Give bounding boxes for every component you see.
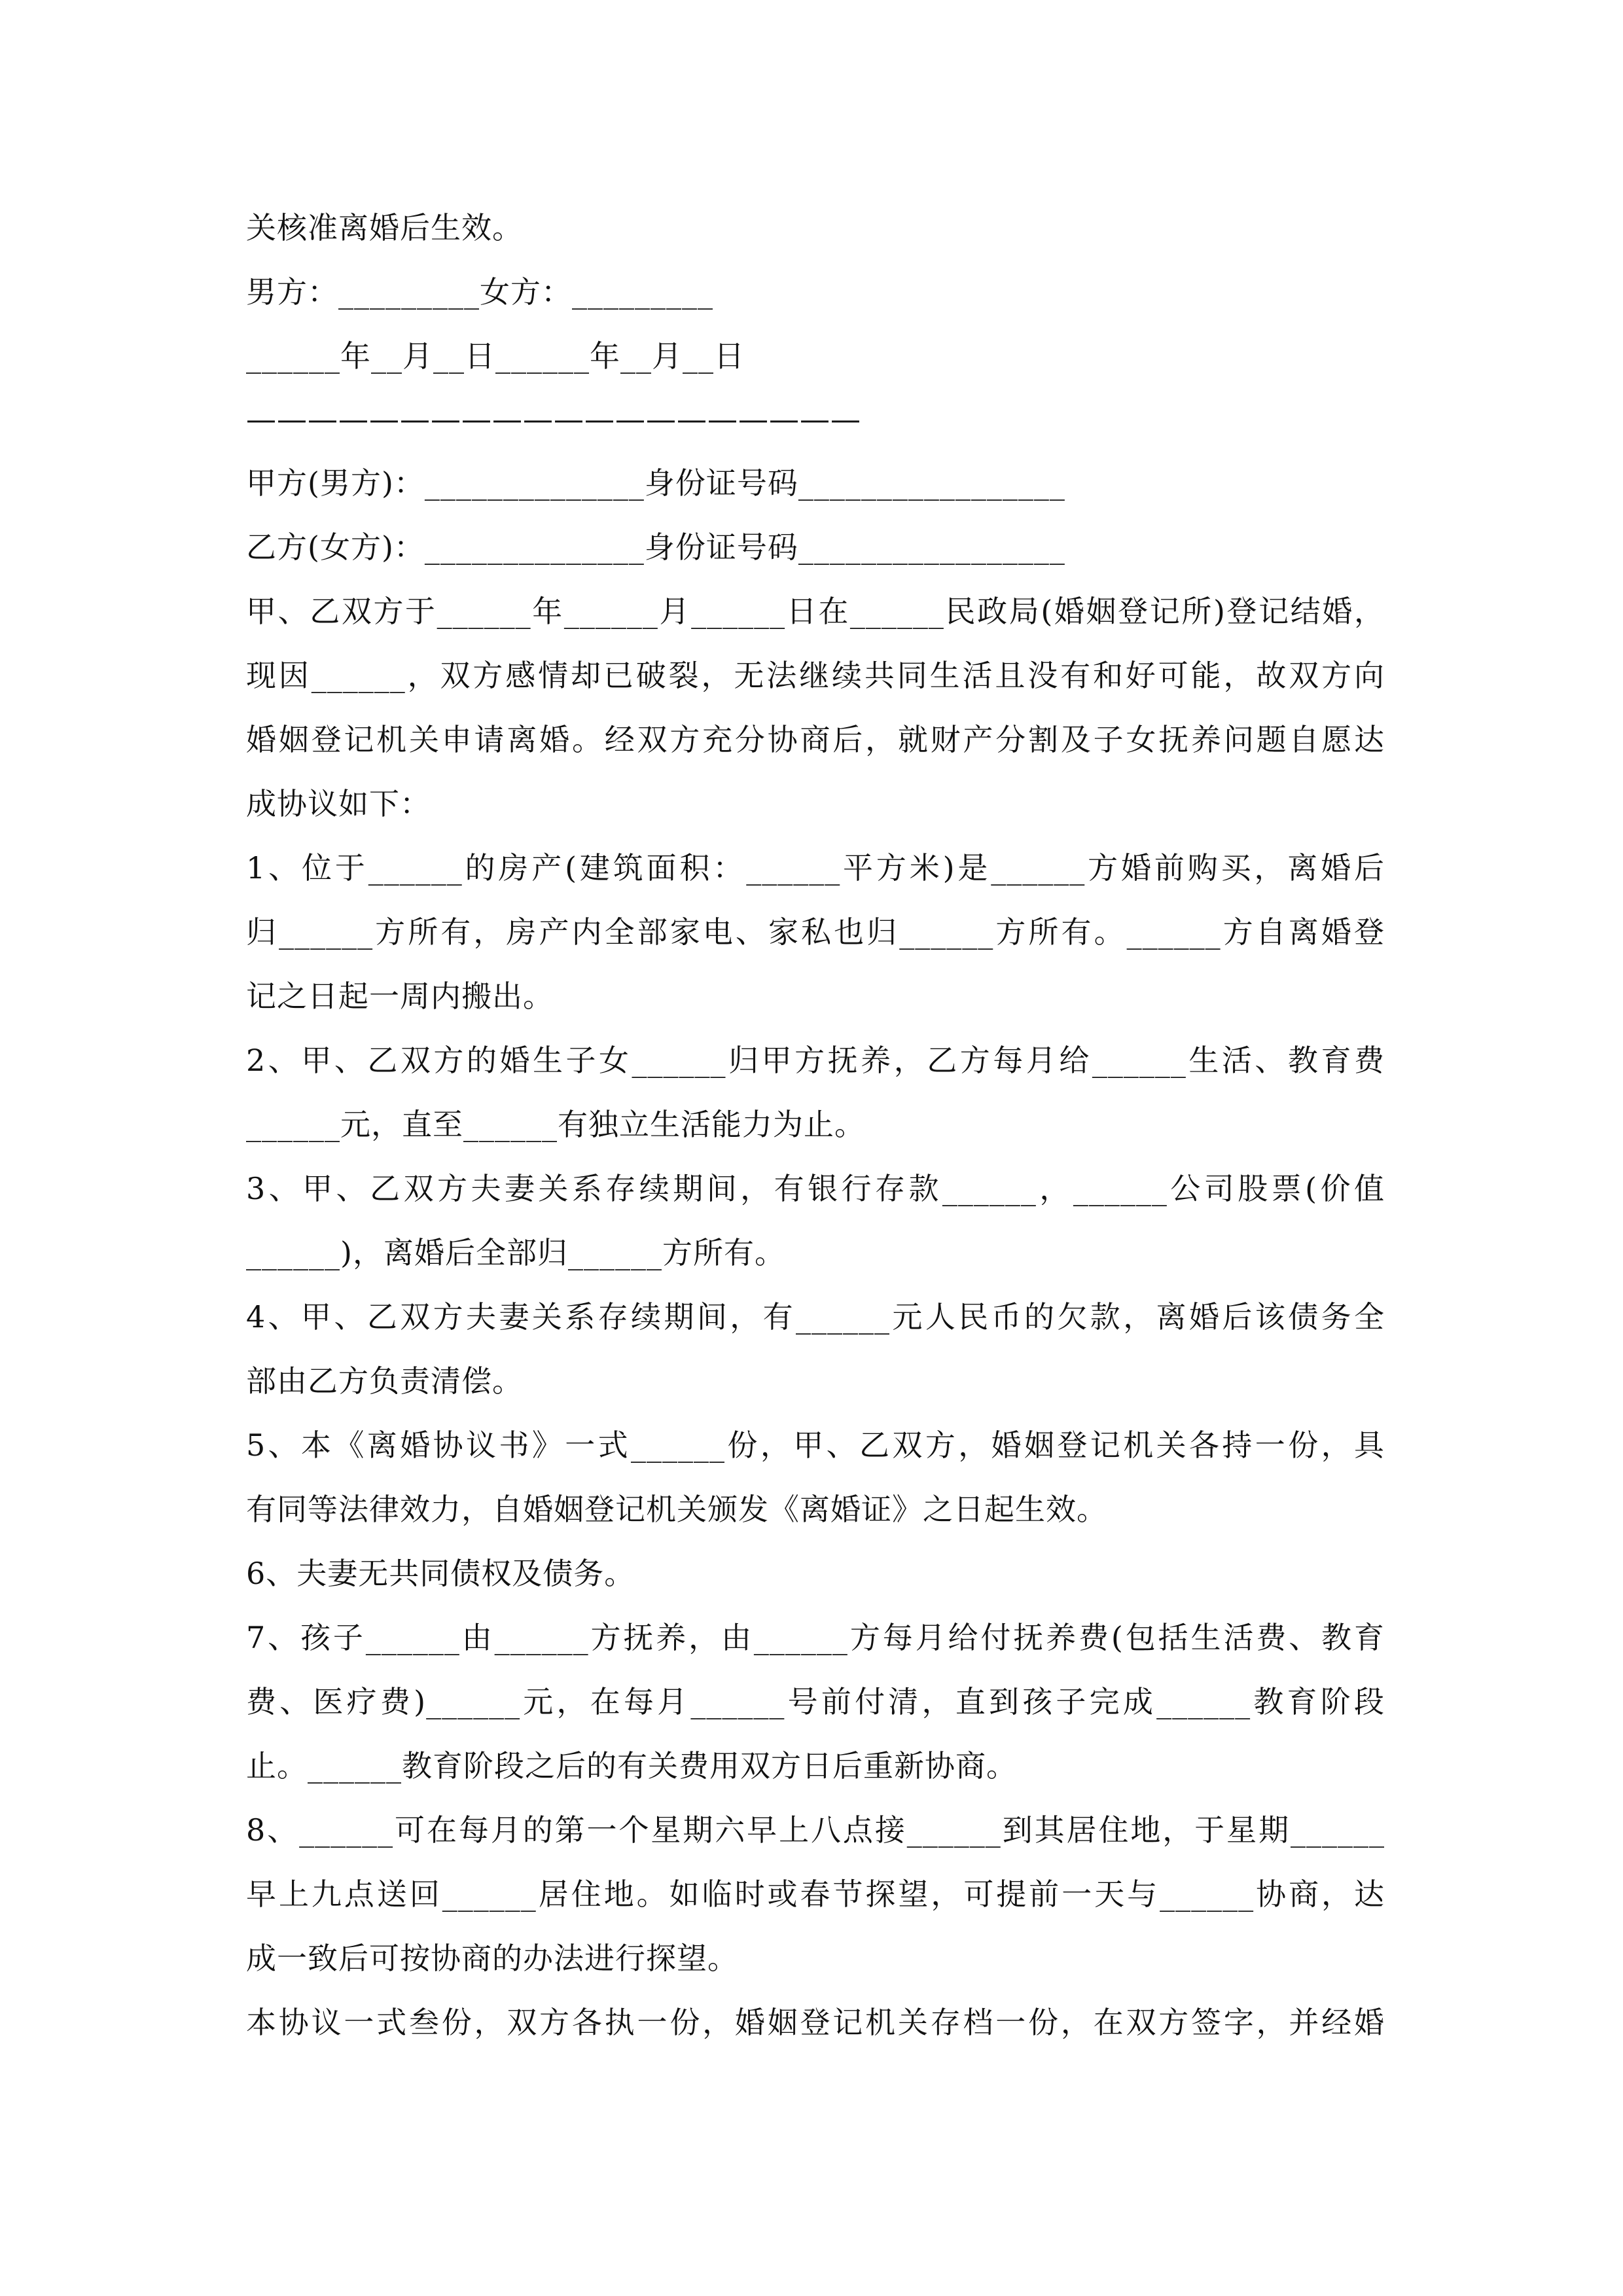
- clause-4-line: 部由乙方负责清偿。: [246, 1363, 523, 1399]
- text-line: 关核准离婚后生效。: [246, 210, 523, 245]
- text-line: 成协议如下：: [246, 786, 431, 821]
- party-b-line: 乙方(女方)：______________身份证号码_________________: [246, 529, 1065, 565]
- clause-3-line: ______)，离婚后全部归______方所有。: [246, 1235, 785, 1270]
- clause-8-line: 成一致后可按协商的办法进行探望。: [246, 1941, 738, 1976]
- clause-2-line: 2、甲、乙双方的婚生子女______归甲方抚养，乙方每月给______生活、教育费: [246, 1043, 1385, 1078]
- clause-5-line: 5、本《离婚协议书》一式______份，甲、乙双方，婚姻登记机关各持一份，具: [246, 1427, 1385, 1463]
- clause-2-line: ______元，直至______有独立生活能力为止。: [246, 1107, 865, 1142]
- text-line: 婚姻登记机关申请离婚。经双方充分协商后，就财产分割及子女抚养问题自愿达: [246, 722, 1385, 757]
- clause-6-line: 6、夫妻无共同债权及债务。: [246, 1556, 635, 1591]
- clause-8-line: 早上九点送回______居住地。如临时或春节探望，可提前一天与______协商，达: [246, 1876, 1385, 1912]
- clause-8-line: 8、______可在每月的第一个星期六早上八点接______到其居住地，于星期______: [246, 1812, 1385, 1848]
- signature-line: 男方：_________女方：_________: [246, 274, 713, 310]
- clause-5-line: 有同等法律效力，自婚姻登记机关颁发《离婚证》之日起生效。: [246, 1492, 1107, 1527]
- clause-3-line: 3、甲、乙双方夫妻关系存续期间，有银行存款______，______公司股票(价值: [246, 1171, 1385, 1206]
- clause-7-line: 费、医疗费)______元，在每月______号前付清，直到孩子完成______教育阶段: [246, 1684, 1385, 1719]
- clause-1-line: 记之日起一周内搬出。: [246, 978, 554, 1014]
- date-line: ______年__月__日______年__月__日: [246, 338, 745, 374]
- party-a-line: 甲方(男方)：______________身份证号码_________________: [246, 465, 1065, 501]
- clause-4-line: 4、甲、乙双方夫妻关系存续期间，有______元人民币的欠款，离婚后该债务全: [246, 1299, 1385, 1335]
- separator-line: ————————————————————: [246, 401, 861, 437]
- clause-7-line: 7、孩子______由______方抚养，由______方每月给付抚养费(包括生活费、教育: [246, 1620, 1385, 1655]
- clause-7-line: 止。______教育阶段之后的有关费用双方日后重新协商。: [246, 1748, 1017, 1784]
- text-line: 现因______，双方感情却已破裂，无法继续共同生活且没有和好可能，故双方向: [246, 658, 1385, 693]
- closing-line: 本协议一式叁份，双方各执一份，婚姻登记机关存档一份，在双方签字，并经婚: [246, 2005, 1385, 2040]
- clause-1-line: 归______方所有，房产内全部家电、家私也归______方所有。______方自离婚登: [246, 914, 1385, 950]
- text-line: 甲、乙双方于______年______月______日在______民政局(婚姻登记所)登记结婚，: [246, 594, 1385, 629]
- clause-1-line: 1、位于______的房产(建筑面积：______平方米)是______方婚前购买，离婚后: [246, 850, 1385, 886]
